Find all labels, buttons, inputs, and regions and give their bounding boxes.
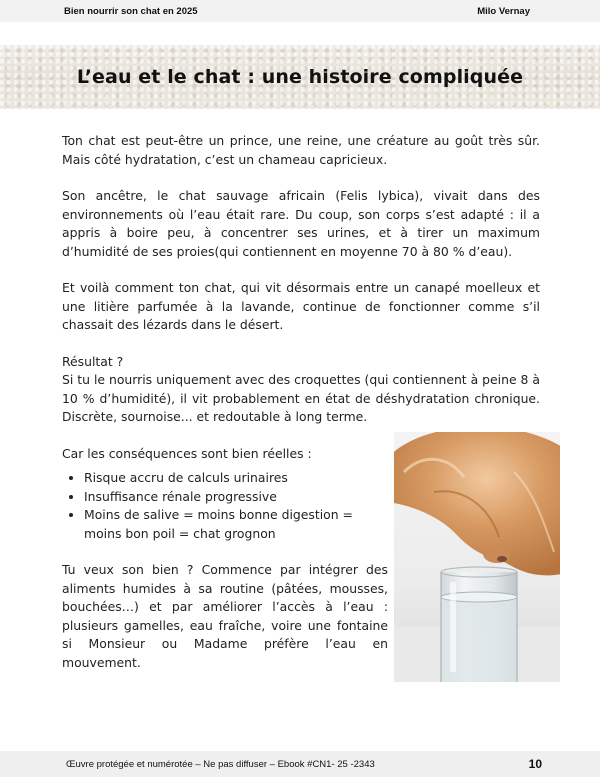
chapter-title: L’eau et le chat : une histoire compliquée (76, 66, 524, 88)
paragraph-intro: Ton chat est peut-être un prince, une reine, une créature au goût très sûr. Mais côté hydratation, c’est un chameau capricieux. (62, 133, 540, 167)
consequences-intro: Car les conséquences sont bien réelles : (62, 445, 312, 461)
paragraph-advice: Tu veux son bien ? Commence par intégrer des aliments humides à sa routine (pâtées, mousses, bouchées…) et par améliorer l’accès à l’eau : plusieurs gamelles, eau fraîche, voire une fontaine si Monsieur ou Madame préfère l’eau en mouvement. (62, 562, 388, 670)
cat-drinking-illustration (394, 432, 560, 682)
copyright-notice: Œuvre protégée et numérotée – Ne pas diffuser – Ebook #CN1- 25 -2343 (66, 758, 375, 770)
paragraph-modern-cat: Et voilà comment ton chat, qui vit désormais entre un canapé moelleux et une litière parfumée à la lavande, continue de fonctionner comme s’il chassait des lézards dans le désert. (62, 280, 540, 332)
cat-drinking-photo (394, 432, 560, 682)
list-item: • Risque accru de calculs urinaires (84, 469, 388, 488)
running-header (0, 0, 600, 22)
list-item: • Moins de salive = moins bonne digestion = moins bon poil = chat grognon (84, 506, 388, 543)
paragraph-result: Si tu le nourris uniquement avec des croquettes (qui contiennent à peine 8 à 10 % d’humidité), il vit probablement en état de déshydratation chronique. Discrète, sournoise... et redoutable à long terme. (62, 372, 540, 424)
page-footer (0, 751, 600, 777)
author-name: Milo Vernay (477, 5, 530, 17)
book-title: Bien nourrir son chat en 2025 (64, 5, 198, 17)
paragraph-ancestor: Son ancêtre, le chat sauvage africain (Felis lybica), vivait dans des environnements où l’eau était rare. Du coup, son corps s’est adapté : il a appris à boire peu, à concentrer ses urines, et à tirer un maximum d’humidité de ses proies(qui contiennent en moyenne 70 à 80 % d’eau). (62, 188, 540, 259)
page-number: 10 (528, 757, 542, 771)
list-item: • Insuffisance rénale progressive (84, 488, 388, 507)
consequences-column (62, 445, 388, 673)
consequences-list (62, 469, 388, 543)
result-label: Résultat ? (62, 353, 124, 369)
chapter-banner (0, 45, 600, 109)
